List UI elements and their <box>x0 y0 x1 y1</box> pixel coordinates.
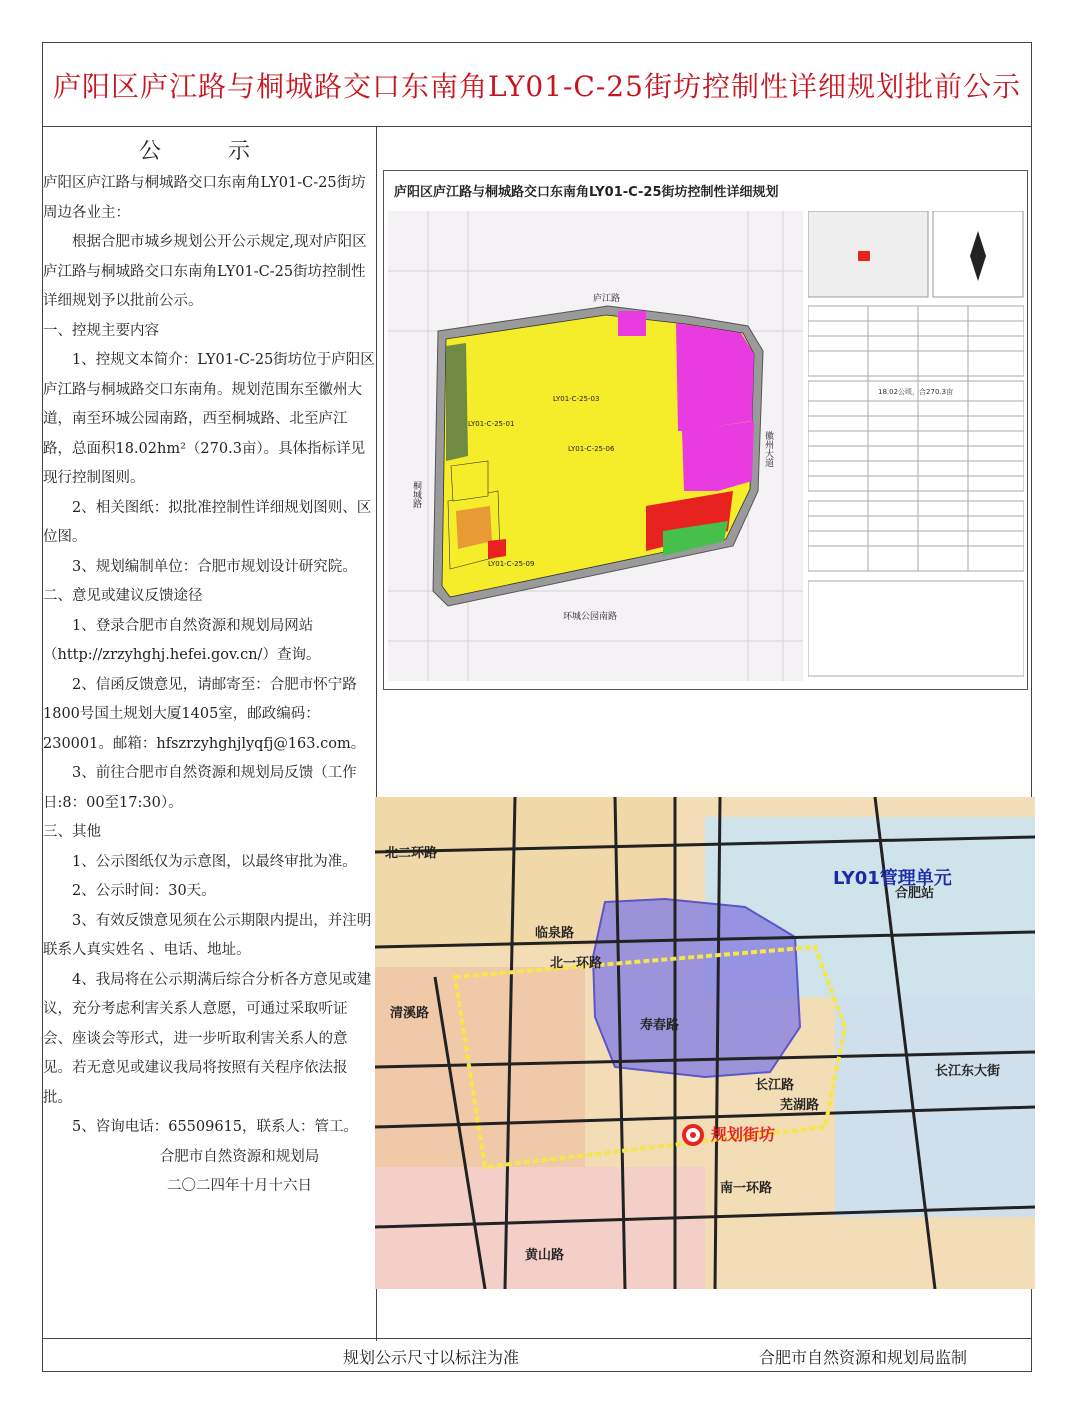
inset-marker <box>858 251 870 261</box>
road-linquan: 临泉路 <box>535 926 575 941</box>
parcel-label-03: LY01-C-25-03 <box>553 395 600 403</box>
parcel-magenta-e <box>682 421 754 491</box>
site-label: 规划街坊 <box>711 1125 776 1144</box>
notice-paragraph: 1、公示图纸仅为示意图，以最终审批为准。 <box>72 853 357 870</box>
ly01-unit-area <box>593 899 800 1077</box>
notice-paragraph: 3、有效反馈意见须在公示期限内提出，并注明联系人真实姓名 、电话、地址。 <box>43 912 372 958</box>
road-huangshan: 黄山路 <box>525 1248 565 1263</box>
plan-title: 庐阳区庐江路与桐城路交口东南角LY01-C-25街坊控制性详细规划 <box>394 185 779 200</box>
parcel-label-09: LY01-C-25-09 <box>488 560 535 568</box>
parcel-green <box>446 343 468 461</box>
notice-paragraph: 合肥市自然资源和规划局 <box>159 1148 320 1165</box>
road-east: 徽州大道 <box>763 431 773 467</box>
road-changjiang: 长江路 <box>755 1078 795 1093</box>
road-qingxi: 清溪路 <box>390 1006 430 1021</box>
area-note: 18.02公顷，合270.3亩 <box>878 388 954 396</box>
parcel-yellow-w <box>451 461 488 501</box>
footer-right: 合肥市自然资源和规划局监制 <box>759 1348 968 1367</box>
hefei-station: 合肥站 <box>895 886 935 901</box>
road-changjiang-east: 长江东大街 <box>935 1064 1001 1079</box>
plan-drawing <box>383 170 1028 690</box>
road-south: 环城公园南路 <box>563 612 618 622</box>
notice-paragraph: 1、登录合肥市自然资源和规划局网站（http://zrzyhghj.hefei.gov.cn/）查询。 <box>43 617 321 663</box>
notice-paragraph: 1、控规文本简介：LY01-C-25街坊位于庐阳区庐江路与桐城路交口东南角。规划范围东至徽州大道，南至环城公园南路，西至桐城路、北至庐江路，总面积18.02hm²（270.3亩）。具体指标详见现行控制图则。 <box>43 352 375 486</box>
parcel-magenta-ne <box>676 323 754 431</box>
footer <box>43 1338 1031 1371</box>
location-map <box>375 797 1035 1289</box>
parcel-label-06: LY01-C-25-06 <box>568 445 615 453</box>
parcel-red-small <box>488 539 506 559</box>
unit-label: LY01管理单元 <box>833 868 952 889</box>
road-north: 庐江路 <box>593 294 621 304</box>
notice-paragraph: 5、咨询电话：65509615，联系人：管工。 <box>72 1119 359 1135</box>
notice-paragraph: 二〇二四年十月十六日 <box>167 1178 312 1194</box>
notice-paragraph: 3、前往合肥市自然资源和规划局反馈（工作日:8：00至17:30）。 <box>43 765 357 811</box>
road-shouchun: 寿春路 <box>640 1018 680 1033</box>
notice-paragraph: 3、规划编制单位：合肥市规划设计研究院。 <box>72 558 357 575</box>
road-west: 桐城路 <box>411 481 421 508</box>
notice-body <box>43 169 376 1202</box>
notice-paragraph: 三、其他 <box>43 824 101 840</box>
notice-paragraph: 2、信函反馈意见，请邮寄至：合肥市怀宁路1800号国土规划大厦1405室，邮政编码：230001。邮箱：hfszrzyhghjlyqfj@163.com。 <box>43 676 366 752</box>
road-bei1huan: 北一环路 <box>550 956 603 971</box>
notice-paragraph: 2、相关图纸：拟批准控制性详细规划图则、区位图。 <box>43 499 372 545</box>
notice-paragraph: 二、意见或建议反馈途径 <box>43 588 203 604</box>
notice-paragraph: 4、我局将在公示期满后综合分析各方意见或建议，充分考虑利害关系人意愿，可通过采取听证会、座谈会等形式，进一步听取利害关系人的意见。若无意见或建议我局将按照有关程序依法报批。 <box>43 971 372 1106</box>
notice-paragraph: 庐阳区庐江路与桐城路交口东南角LY01-C-25街坊周边各业主： <box>43 175 366 221</box>
page-title: 庐阳区庐江路与桐城路交口东南角LY01-C-25街坊控制性详细规划批前公示 <box>53 69 1021 103</box>
footer-left: 规划公示尺寸以标注为准 <box>343 1348 520 1367</box>
road-bei2huan: 北二环路 <box>385 846 438 861</box>
notice-paragraph: 一、控规主要内容 <box>43 322 159 339</box>
parcel-magenta-n <box>618 311 646 336</box>
plan-map <box>388 211 803 681</box>
notice-paragraph: 2、公示时间：30天。 <box>72 883 216 899</box>
title-bar <box>43 43 1031 127</box>
parcel-label-01: LY01-C-25-01 <box>468 420 515 428</box>
plan-legend-tables <box>808 211 1024 681</box>
notice-column <box>43 126 377 1341</box>
notice-heading: 公 示 <box>139 139 280 164</box>
road-nan1huan: 南一环路 <box>720 1181 773 1196</box>
road-wuhu: 芜湖路 <box>780 1098 820 1113</box>
notice-paragraph: 根据合肥市城乡规划公开公示规定,现对庐阳区庐江路与桐城路交口东南角LY01-C-25街坊控制性详细规划予以批前公示。 <box>43 234 367 309</box>
